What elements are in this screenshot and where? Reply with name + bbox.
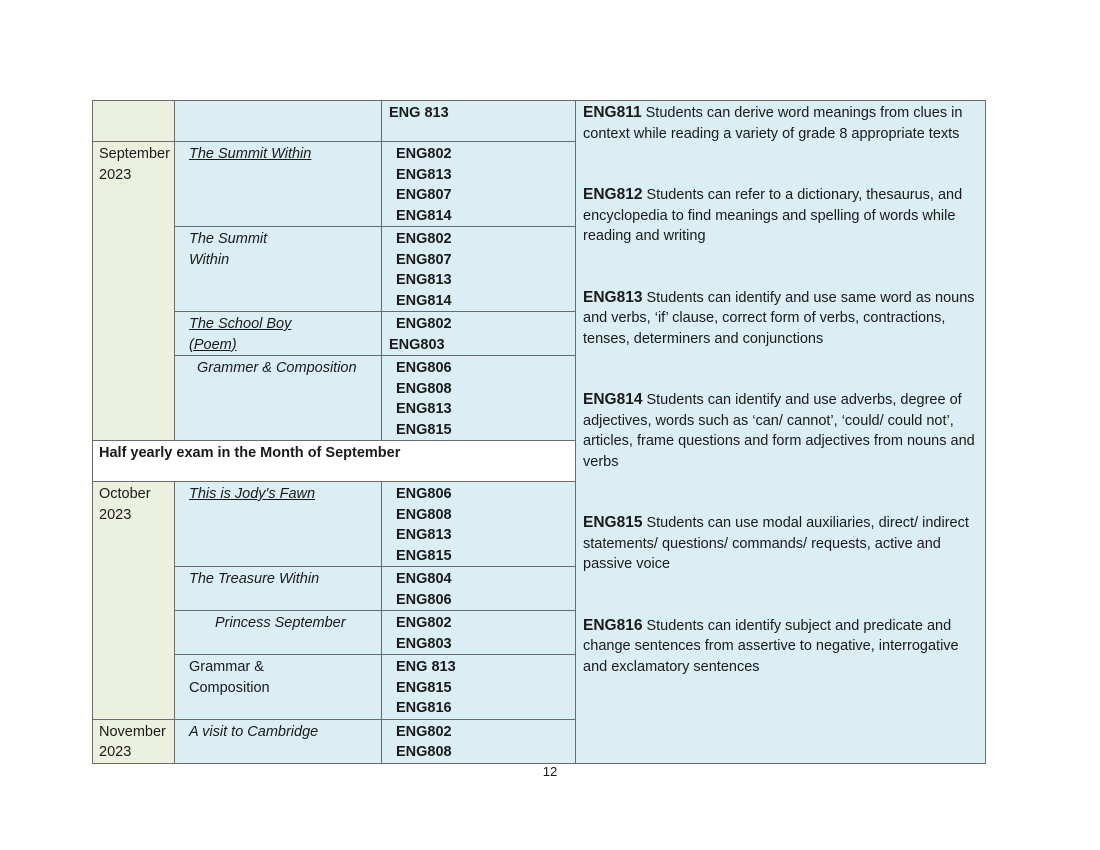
codes-cell [382, 719, 576, 763]
objective-item [583, 288, 979, 350]
code-item: ENG813 [396, 272, 452, 288]
codes-cell [382, 482, 576, 567]
month-cell [93, 142, 175, 441]
topic-cell [175, 567, 382, 611]
objective-code: ENG814 [583, 391, 643, 408]
objective-item [583, 103, 979, 144]
topic-label: The Summit Within [189, 146, 312, 162]
topic-cell [175, 142, 382, 227]
code-item: ENG815 [396, 421, 452, 438]
code-item: ENG807 [396, 187, 452, 203]
curriculum-table [92, 100, 986, 764]
objective-code: ENG816 [583, 616, 643, 634]
objective-code: ENG813 [583, 288, 643, 306]
month-label: September 2023 [99, 146, 170, 183]
objective-text: Students can identify and use same word as nouns and verbs, ‘if’ clause, correct form of verbs, contractions, tenses, determiners and conjunctions [583, 289, 975, 347]
topic-label: Grammar & Composition [189, 659, 270, 696]
exam-note-cell [93, 441, 576, 482]
topic-cell [175, 482, 382, 567]
topic-label: The Treasure Within [189, 571, 320, 587]
code-item: ENG 813 [396, 659, 456, 675]
topic-label: The School Boy (Poem) [189, 316, 292, 353]
topic-cell [175, 611, 382, 655]
topic-label: This is Jody's Fawn [189, 486, 316, 502]
objective-item [583, 616, 979, 678]
topic-label: Grammer & Composition [197, 360, 357, 376]
page-number: 12 [542, 764, 558, 779]
code-item: ENG804 [396, 571, 452, 587]
topic-cell [175, 312, 382, 356]
code-item: ENG802 [396, 231, 452, 247]
code-item: ENG803 [396, 635, 452, 652]
code-item: ENG808 [396, 506, 452, 523]
codes-cell [382, 101, 576, 142]
exam-note: Half yearly exam in the Month of September [99, 445, 401, 461]
topic-cell [175, 227, 382, 312]
codes-cell [382, 227, 576, 312]
code-item: ENG807 [396, 251, 452, 268]
code-item: ENG814 [396, 292, 452, 309]
topic-label: A visit to Cambridge [189, 723, 319, 740]
codes-cell [382, 567, 576, 611]
codes-cell [382, 312, 576, 356]
objectives-cell [576, 101, 986, 764]
code-item: ENG815 [396, 547, 452, 564]
topic-label: Princess September [215, 615, 346, 631]
objective-text: Students can use modal auxiliaries, direct/ indirect statements/ questions/ commands/ requests, active and passive voice [583, 515, 969, 572]
objective-text: Students can identify and use adverbs, degree of adjectives, words such as ‘can/ cannot’, ‘could/ could not’, articles, frame questions and form adjectives from nouns and verbs [583, 392, 975, 470]
objective-item [583, 185, 979, 247]
code-item: ENG808 [396, 380, 452, 397]
topic-cell [175, 655, 382, 720]
objective-item [583, 513, 979, 575]
objective-text: Students can derive word meanings from clues in context while reading a variety of grade 8 appropriate texts [583, 105, 963, 142]
objective-text: Students can refer to a dictionary, thesaurus, and encyclopedia to find meanings and spelling of words while reading and writing [583, 187, 963, 244]
month-cell [93, 719, 175, 763]
codes-cell [382, 611, 576, 655]
code-item: ENG806 [396, 360, 452, 376]
topic-cell [175, 101, 382, 142]
code-item: ENG803 [389, 336, 445, 353]
month-cell [93, 101, 175, 142]
code-item: ENG806 [396, 591, 452, 608]
codes-cell [382, 655, 576, 720]
table-row [93, 101, 986, 142]
month-cell [93, 482, 175, 720]
objective-item [583, 390, 979, 472]
month-label: October 2023 [99, 486, 151, 523]
code-item: ENG813 [396, 166, 452, 183]
topic-label: The Summit Within [189, 231, 268, 268]
codes-cell [382, 142, 576, 227]
objective-text: Students can identify subject and predicate and change sentences from assertive to negative, interrogative and exclamatory sentences [583, 617, 959, 675]
topic-cell [175, 356, 382, 441]
objective-code: ENG812 [583, 186, 643, 203]
code-item: ENG814 [396, 207, 452, 224]
code-item: ENG802 [396, 146, 452, 162]
code-item: ENG802 [396, 615, 452, 631]
topic-cell [175, 719, 382, 763]
month-label: November 2023 [99, 723, 166, 760]
code-item: ENG806 [396, 486, 452, 502]
codes-cell [382, 356, 576, 441]
code-item: ENG813 [396, 401, 452, 417]
code-item: ENG808 [396, 744, 452, 760]
code-item: ENG802 [396, 316, 452, 332]
code-item: ENG 813 [389, 105, 449, 121]
code-item: ENG816 [396, 700, 452, 716]
code-item: ENG802 [396, 723, 452, 740]
objective-code: ENG815 [583, 514, 643, 531]
code-item: ENG813 [396, 527, 452, 543]
objective-code: ENG811 [583, 104, 642, 121]
code-item: ENG815 [396, 679, 452, 696]
